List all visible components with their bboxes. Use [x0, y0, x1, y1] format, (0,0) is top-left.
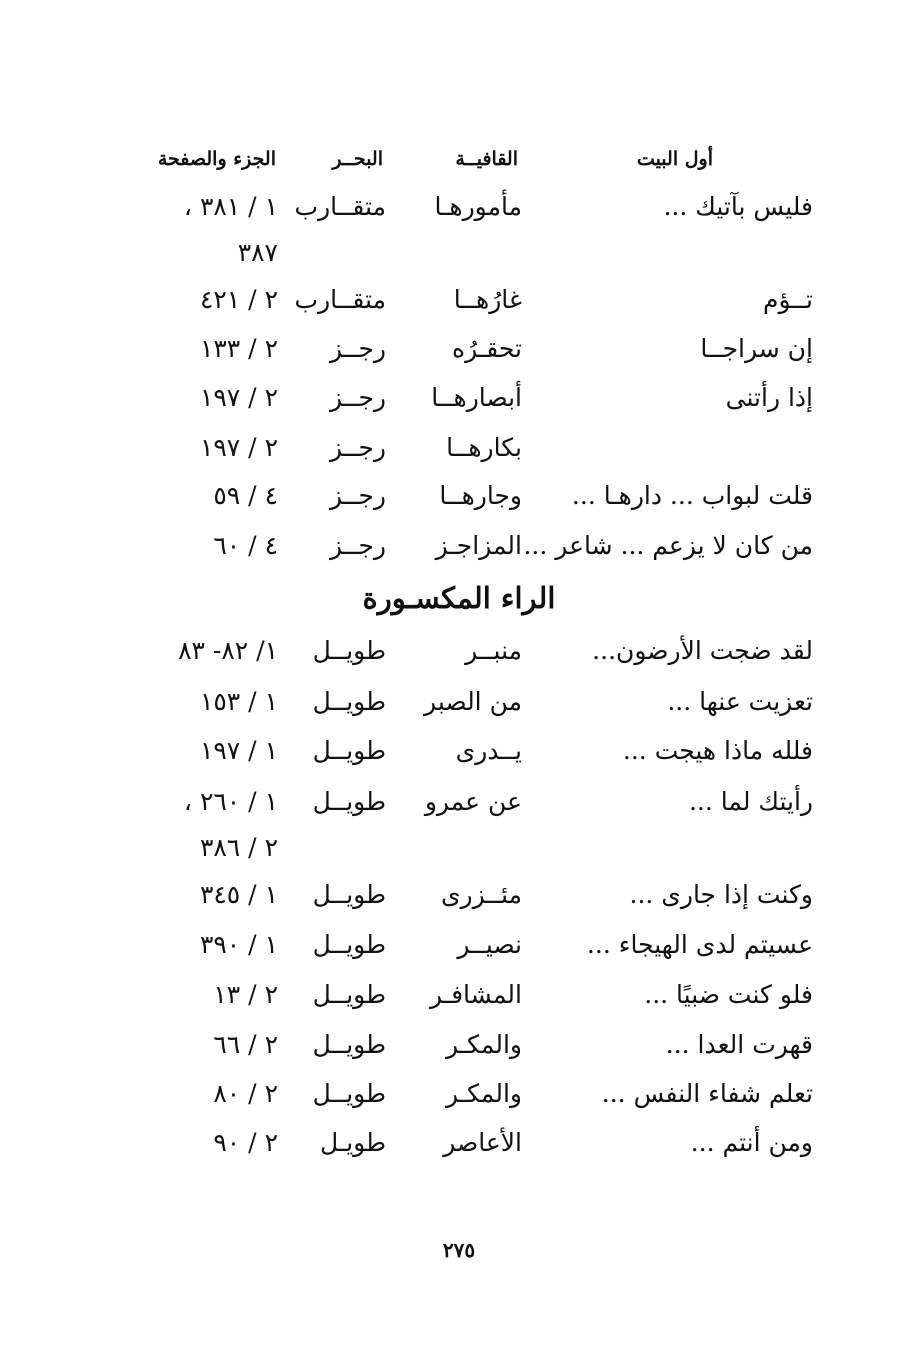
meter-cell: طويــل	[312, 687, 386, 716]
rhyme-cell: الأعاصر	[443, 1128, 522, 1157]
part-page-cell: ٢ / ٩٠	[213, 1128, 278, 1157]
table-row	[0, 871, 918, 919]
meter-cell: طويــل	[312, 736, 386, 765]
table-row	[0, 778, 918, 826]
rhyme-cell: وجارهــا	[439, 481, 522, 510]
table-row	[0, 1119, 918, 1167]
rhyme-cell: يــدرى	[455, 736, 522, 765]
table-row	[0, 424, 918, 472]
table-row	[0, 678, 918, 726]
meter-cell: رجــز	[330, 383, 386, 412]
meter-cell: رجــز	[330, 481, 386, 510]
part-page-cell: ١ / ٣٤٥	[199, 880, 278, 909]
part-page-cell: ٤ / ٥٩	[213, 481, 278, 510]
part-page-cell: ١ / ١٥٣	[199, 687, 278, 716]
table-row	[0, 374, 918, 422]
part-page-cell: ٢ / ١٩٧	[199, 383, 278, 412]
part-page-cell: ٢ / ٣٨٦	[199, 833, 278, 862]
meter-cell: طويــل	[312, 930, 386, 959]
rhyme-cell: غارُهــا	[453, 285, 522, 314]
rhyme-cell: بكارهــا	[446, 433, 522, 462]
meter-cell: طويــل	[312, 980, 386, 1009]
rhyme-cell: منبــر	[465, 636, 522, 665]
part-page-cell: ٢ / ٤٢١	[199, 285, 278, 314]
rhyme-cell: مئــزرى	[440, 880, 522, 909]
meter-cell: رجــز	[330, 531, 386, 560]
rhyme-cell: مأمورهـا	[434, 192, 522, 221]
verse-first-cell: فلو كنت ضبيًا ...	[644, 980, 813, 1009]
verse-first-cell: قلت لبواب ... دارهـا ...	[571, 481, 813, 510]
verse-first-cell: تعلم شفاء النفس ...	[601, 1079, 813, 1108]
verse-first-cell: عسيتم لدى الهيجاء ...	[586, 930, 813, 959]
verse-first-cell: تــؤم	[763, 285, 813, 314]
verse-first-cell: قهرت العدا ...	[665, 1030, 813, 1059]
meter-cell: رجــز	[330, 334, 386, 363]
header-first-verse: أول البيت	[636, 148, 713, 170]
rhyme-cell: المشافـر	[429, 980, 522, 1009]
part-page-cell: ٢ / ١٩٧	[199, 433, 278, 462]
part-page-cell: ٤ / ٦٠	[213, 531, 278, 560]
meter-cell: طويــل	[312, 1079, 386, 1108]
meter-cell: طويـل	[319, 1128, 386, 1157]
header-part-page: الجزء والصفحة	[157, 148, 276, 170]
part-page-cell: ١/ ٨٢- ٨٣	[178, 636, 278, 665]
verse-first-cell: إذا رأتنى	[725, 383, 813, 412]
rhyme-cell: المزاجـز	[435, 531, 522, 560]
rhyme-cell: والمكـر	[445, 1079, 522, 1108]
meter-cell: طويــل	[312, 1030, 386, 1059]
page-number: ٢٧٥	[442, 1238, 476, 1262]
rhyme-cell: أبصارهــا	[431, 383, 522, 412]
section-title: الراء المكسـورة	[362, 581, 556, 615]
header-meter: البحــر	[332, 148, 383, 170]
verse-first-cell: فليس بآتيك ...	[663, 192, 813, 221]
table-row	[0, 325, 918, 373]
verse-first-cell: وكنت إذا جارى ...	[629, 880, 813, 909]
part-page-cell: ١ / ٣٨١ ،	[183, 192, 278, 221]
part-page-cell: ٢ / ١٣٣	[199, 334, 278, 363]
table-row	[0, 921, 918, 969]
meter-cell: طويــل	[312, 787, 386, 816]
table-row	[0, 824, 918, 872]
verse-first-cell: إن سراجــا	[700, 334, 813, 363]
part-page-cell: ١ / ٣٩٠	[199, 930, 278, 959]
table-row	[0, 971, 918, 1019]
rhyme-cell: نصيــر	[457, 930, 522, 959]
rhyme-cell: عن عمرو	[424, 787, 522, 816]
part-page-cell: ١ / ٢٦٠ ،	[183, 787, 278, 816]
table-row	[0, 229, 918, 277]
table-row	[0, 1070, 918, 1118]
part-page-cell: ٢ / ٨٠	[213, 1079, 278, 1108]
rhyme-cell: تحقـرُه	[452, 334, 522, 363]
verse-first-cell: لقد ضجت الأرضون...	[592, 636, 813, 665]
meter-cell: متقــارب	[294, 285, 386, 314]
rhyme-cell: والمكـر	[445, 1030, 522, 1059]
table-row	[0, 522, 918, 570]
verse-first-cell: فلله ماذا هيجت ...	[622, 736, 813, 765]
header-rhyme: القافيــة	[455, 148, 518, 170]
rhyme-cell: من الصبر	[424, 687, 522, 716]
table-row	[0, 727, 918, 775]
part-page-cell: ١ / ١٩٧	[199, 736, 278, 765]
part-page-cell: ٢ / ١٣	[213, 980, 278, 1009]
table-row	[0, 183, 918, 231]
table-row	[0, 627, 918, 675]
meter-cell: طويــل	[312, 880, 386, 909]
meter-cell: طويــل	[312, 636, 386, 665]
table-header	[0, 144, 918, 174]
verse-first-cell: تعزيت عنها ...	[667, 687, 813, 716]
meter-cell: رجــز	[330, 433, 386, 462]
meter-cell: متقــارب	[294, 192, 386, 221]
verse-first-cell: ومن أنتم ...	[690, 1128, 813, 1157]
part-page-cell: ٣٨٧	[237, 238, 278, 267]
part-page-cell: ٢ / ٦٦	[213, 1030, 278, 1059]
verse-first-cell: رأيتك لما ...	[688, 787, 813, 816]
table-row	[0, 472, 918, 520]
table-row	[0, 1021, 918, 1069]
verse-first-cell: من كان لا يزعم ... شاعر ...	[523, 531, 813, 560]
table-row	[0, 276, 918, 324]
